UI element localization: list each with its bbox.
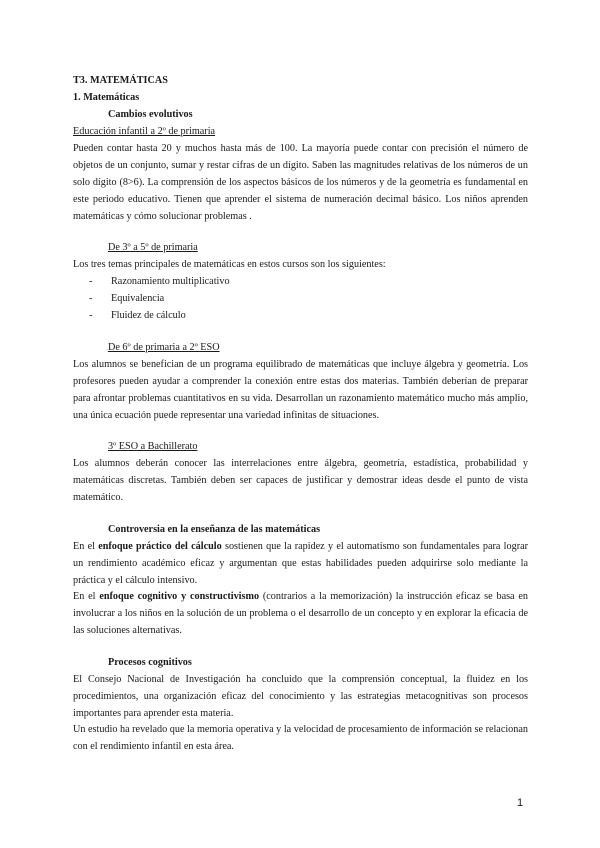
paragraph-infantil: Pueden contar hasta 20 y muchos hasta más de 100. La mayoría puede contar con precisión el número de objetos de un conjunto, sumar y restar cifras de un dígito. Saben las magnitudes relativas de los números de un solo dígito (8>6). La comprensión de los aspectos básicos de los números y de la geometría es fundamental en este periodo educativo. Tienen que aprender el sistema de numeración decimal básico. Los niños aprenden matemáticas y cómo solucionar problemas . bbox=[73, 143, 528, 222]
paragraph-enfoque-cognitivo bbox=[73, 588, 528, 639]
heading-infantil: Educación infantil a 2º de primaria bbox=[73, 126, 216, 137]
term-enfoque-cognitivo: enfoque cognitivo y constructivismo bbox=[99, 591, 260, 602]
list-item: - Equivalencia bbox=[73, 290, 528, 307]
subsection-heading-cambios: Cambios evolutivos bbox=[108, 109, 193, 120]
text-run: (contrarios a la memorización) la instrucción eficaz se basa en involucrar a los niños en la solución de un problema o el desarrollo de un concepto y en explorar la eficacia de las soluciones alternativas. bbox=[73, 591, 529, 636]
paragraph-enfoque-practico bbox=[73, 538, 528, 589]
subsection-heading-controversia: Controversia en la enseñanza de las matemáticas bbox=[108, 524, 321, 535]
term-enfoque-practico: enfoque práctico del cálculo bbox=[98, 541, 222, 552]
text-run: En el bbox=[73, 541, 99, 552]
paragraph-3a5: Los tres temas principales de matemáticas en estos cursos son los siguientes: bbox=[73, 259, 386, 270]
heading-bachillerato: 3º ESO a Bachillerato bbox=[108, 441, 198, 452]
heading-6-eso: De 6º de primaria a 2º ESO bbox=[108, 342, 220, 353]
document-title: T3. MATEMÁTICAS bbox=[73, 75, 168, 86]
paragraph-bachillerato: Los alumnos deberán conocer las interrelaciones entre álgebra, geometría, estadística, probabilidad y matemáticas discretas. También deben ser capaces de justificar y demostrar ideas desde el punto de vista matemático. bbox=[73, 458, 528, 503]
text-run: En el bbox=[73, 591, 100, 602]
page-number: 1 bbox=[517, 797, 524, 809]
text-run: sostienen que la rapidez y el automatismo son fundamentales para lograr un rendimiento académico eficaz y argumentan que estas habilidades pueden adquirirse solo mediante la práctica y el cálculo intensivo. bbox=[73, 541, 529, 586]
list-item: - Razonamiento multiplicativo bbox=[73, 273, 528, 290]
heading-3a5: De 3º a 5º de primaria bbox=[108, 242, 198, 253]
paragraph-6-eso: Los alumnos se benefician de un programa equilibrado de matemáticas que incluye álgebra y geometría. Los profesores pueden ayudar a comprender la conexión entre estas dos materias. También deberían de preparar para afrontar problemas cuantitativos en su vida. Desarrollan un razonamiento matemático mucho más amplio, una única ecuación puede representar una variedad infinitas de situaciones. bbox=[73, 359, 528, 421]
paragraph-procesos-1: El Consejo Nacional de Investigación ha concluido que la comprensión conceptual, la fluidez en los procedimientos, una organización eficaz del conocimiento y las estrategias metacognitivas son procesos importantes para aprender esta materia. bbox=[73, 674, 528, 719]
subsection-heading-procesos: Procesos cognitivos bbox=[108, 657, 192, 668]
section-heading: 1. Matemáticas bbox=[73, 92, 140, 103]
list-item: - Fluidez de cálculo bbox=[73, 307, 528, 324]
topic-list bbox=[73, 273, 528, 324]
paragraph-procesos-2: Un estudio ha revelado que la memoria operativa y la velocidad de procesamiento de información se relacionan con el rendimiento infantil en esta área. bbox=[73, 724, 528, 752]
